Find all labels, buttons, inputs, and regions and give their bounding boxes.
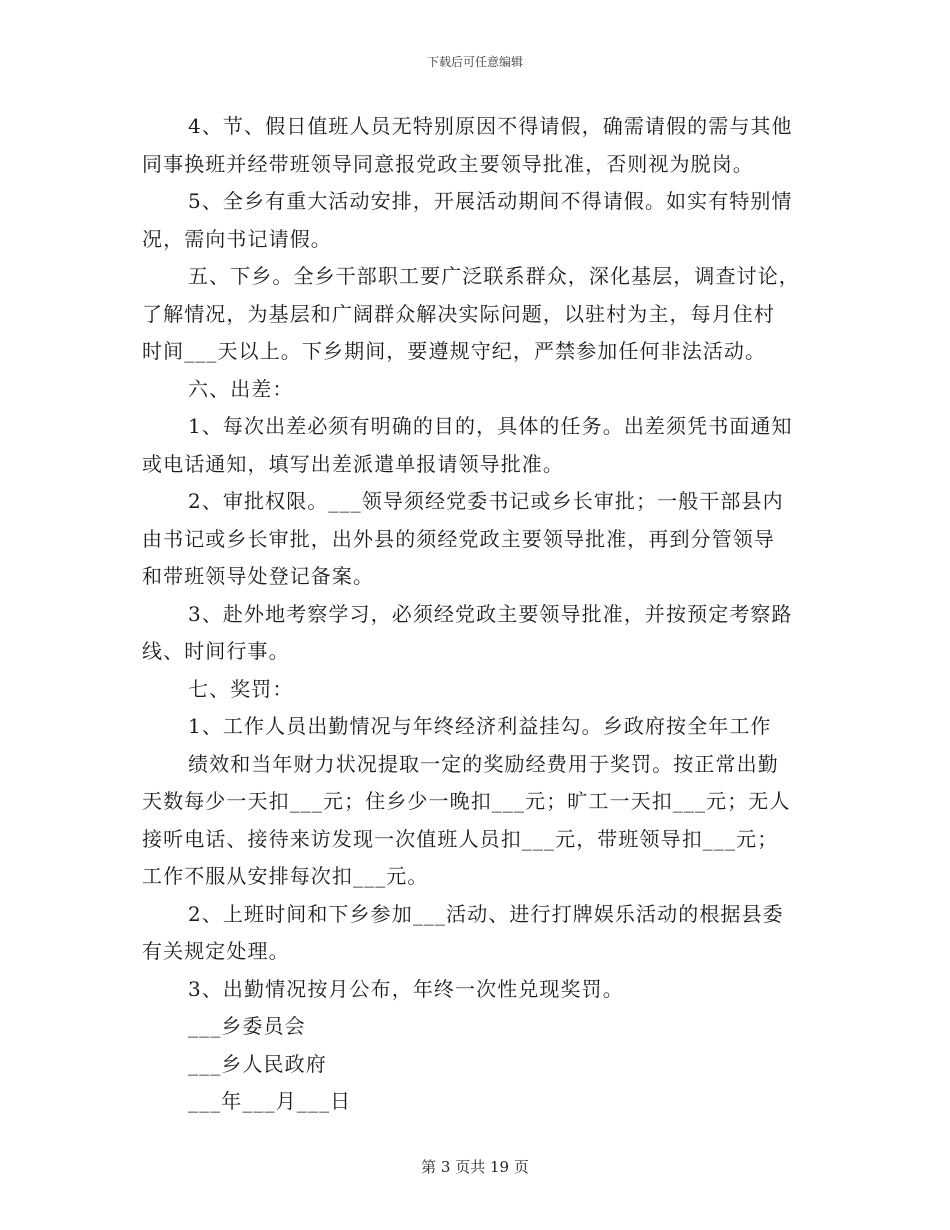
paragraph-line: 1、工作人员出勤情况与年终经济利益挂勾。乡政府按全年工作	[188, 714, 772, 738]
section-heading: 六、出差：	[188, 376, 294, 401]
signature-date: ___年___月___日	[188, 1089, 352, 1113]
paragraph-line: 2、审批权限。___领导须经党委书记或乡长审批；一般干部县内	[188, 489, 784, 513]
paragraph-line: 1、每次出差必须有明确的目的，具体的任务。出差须凭书面通知	[188, 414, 793, 438]
document-body	[142, 108, 810, 1121]
signature-org-committee: ___乡委员会	[188, 1014, 306, 1038]
paragraph-line: 同事换班并经带班领导同意报党政主要领导批准，否则视为脱岗。	[142, 151, 754, 176]
section-heading: 七、奖罚：	[188, 676, 294, 701]
paragraph-line: 4、节、假日值班人员无特别原因不得请假，确需请假的需与其他	[188, 114, 793, 138]
paragraph-line: 或电话通知，填写出差派遣单报请领导批准。	[142, 451, 564, 476]
page-number: 第 3 页共 19 页	[421, 1158, 529, 1176]
paragraph-line: 了解情况，为基层和广阔群众解决实际问题，以驻村为主，每月住村	[142, 301, 775, 326]
paragraph-line: 时间___天以上。下乡期间，要遵规守纪，严禁参加任何非法活动。	[142, 339, 767, 363]
paragraph-line: 绩效和当年财力状况提取一定的奖励经费用于奖罚。按正常出勤	[188, 751, 779, 776]
page-header: 下载后可任意编辑	[426, 55, 523, 69]
paragraph-line: 2、上班时间和下乡参加___活动、进行打牌娱乐活动的根据县委	[188, 901, 784, 926]
paragraph-line: 3、赴外地考察学习，必须经党政主要领导批准，并按预定考察路	[188, 601, 793, 626]
paragraph-line: 况，需向书记请假。	[142, 226, 332, 251]
paragraph-line: 线、时间行事。	[142, 639, 290, 663]
paragraph-line: 接听电话、接待来访发现一次值班人员扣___元，带班领导扣___元；	[142, 826, 779, 851]
paragraph-line: 5、全乡有重大活动安排，开展活动期间不得请假。如实有特别情	[188, 189, 793, 213]
paragraph-line: 3、出勤情况按月公布，年终一次性兑现奖罚。	[188, 976, 624, 1001]
signature-org-government: ___乡人民政府	[188, 1051, 327, 1076]
paragraph-line: 由书记或乡长审批，出外县的须经党政主要领导批准，再到分管领导	[142, 526, 775, 551]
paragraph-line: 天数每少一天扣___元；住乡少一晚扣___元；旷工一天扣___元；无人	[142, 789, 791, 813]
paragraph-line: 和带班领导处登记备案。	[142, 564, 375, 588]
paragraph-line: 五、下乡。全乡干部职工要广泛联系群众，深化基层，调查讨论，	[188, 264, 800, 288]
paragraph-line: 有关规定处理。	[142, 939, 290, 963]
paragraph-line: 工作不服从安排每次扣___元。	[142, 864, 429, 888]
